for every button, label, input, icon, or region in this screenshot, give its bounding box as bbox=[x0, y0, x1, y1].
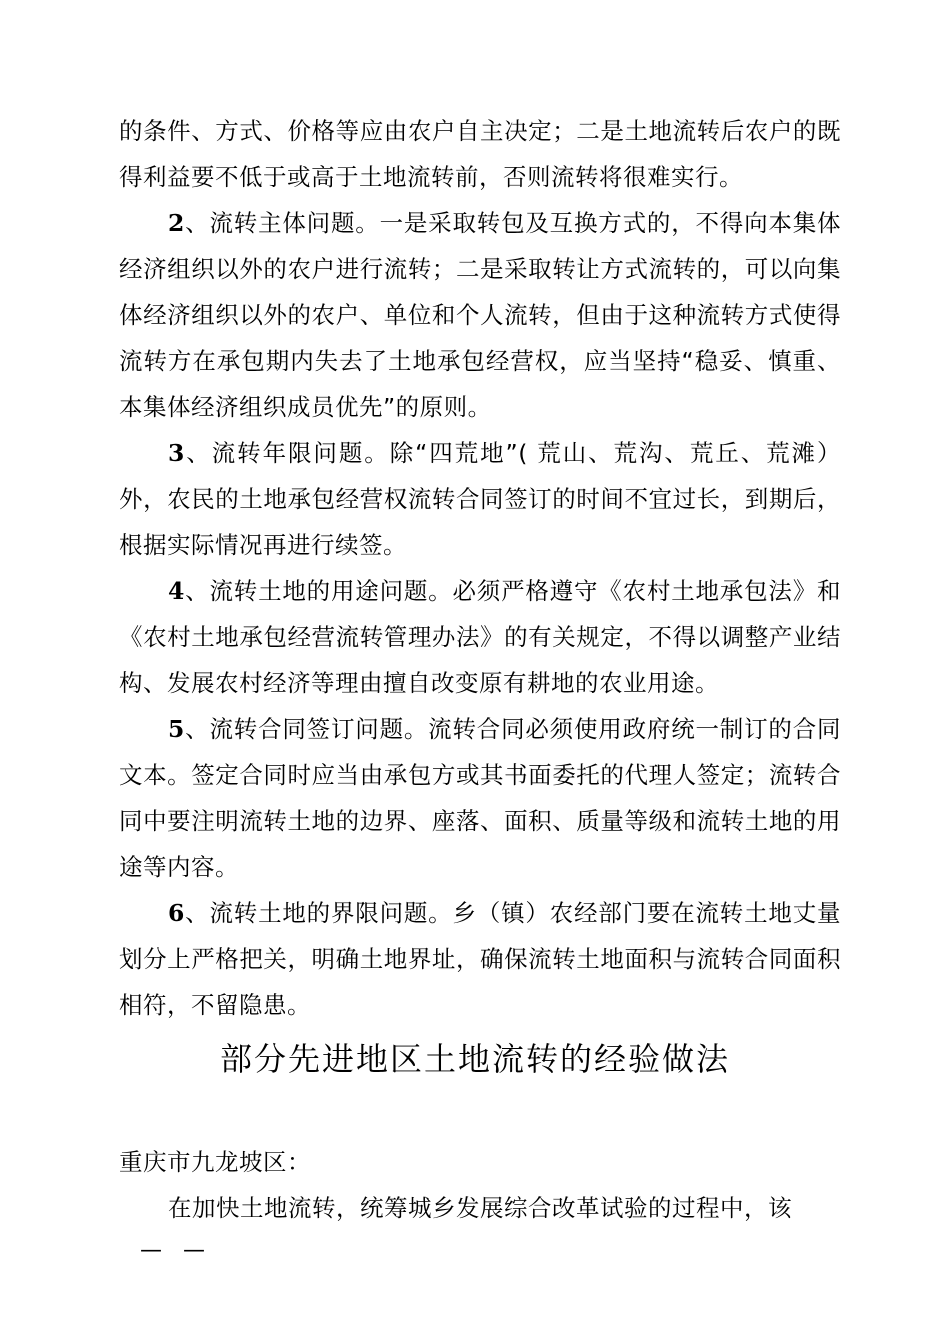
body-text bbox=[119, 108, 841, 1028]
paragraph-3 bbox=[119, 430, 841, 568]
paragraph-text: 、流转合同签订问题。流转合同必须使用政府统一制订的合同文本。签定合同时应当由承包方或其书面委托的代理人签定；流转合同中要注明流转土地的边界、座落、面积、质量等级和流转土地的用途等内容。 bbox=[119, 715, 841, 881]
region-paragraph: 在加快土地流转，统筹城乡发展综合改革试验的过程中，该 bbox=[168, 1194, 792, 1222]
section-title: 部分先进地区土地流转的经验做法 bbox=[219, 1040, 730, 1078]
paragraph-number: 2 bbox=[168, 209, 185, 237]
region-label: 重庆市九龙坡区： bbox=[119, 1148, 311, 1176]
paragraph-text: 的条件、方式、价格等应由农户自主决定；二是土地流转后农户的既得利益要不低于或高于土地流转前，否则流转将很难实行。 bbox=[119, 117, 841, 191]
paragraph-number: 5 bbox=[168, 715, 185, 743]
paragraph-text: 、流转土地的界限问题。乡（镇）农经部门要在流转土地丈量划分上严格把关，明确土地界址，确保流转土地面积与流转合同面积相符，不留隐患。 bbox=[119, 899, 841, 1019]
paragraph-text: 、流转土地的用途问题。必须严格遵守《农村土地承包法》和《农村土地承包经营流转管理办法》的有关规定，不得以调整产业结构、发展农村经济等理由擅自改变原有耕地的农业用途。 bbox=[119, 577, 841, 697]
page-number-marker: — — bbox=[140, 1238, 205, 1263]
paragraph-5 bbox=[119, 706, 841, 890]
paragraph-1 bbox=[119, 108, 841, 200]
paragraph-2 bbox=[119, 200, 841, 430]
paragraph-text: 、流转年限问题。除“四荒地”( 荒山、荒沟、荒丘、荒滩）外，农民的土地承包经营权流转合同签订的时间不宜过长，到期后，根据实际情况再进行续签。 bbox=[119, 439, 841, 559]
paragraph-text: 、流转主体问题。一是采取转包及互换方式的，不得向本集体经济组织以外的农户进行流转；二是采取转让方式流转的，可以向集体经济组织以外的农户、单位和个人流转，但由于这种流转方式使得流转方在承包期内失去了土地承包经营权，应当坚持“稳妥、慎重、本集体经济组织成员优先”的原则。 bbox=[119, 209, 841, 421]
paragraph-number: 3 bbox=[168, 439, 185, 467]
paragraph-6 bbox=[119, 890, 841, 1028]
paragraph-number: 6 bbox=[168, 899, 185, 927]
paragraph-number: 4 bbox=[168, 577, 185, 605]
paragraph-4 bbox=[119, 568, 841, 706]
